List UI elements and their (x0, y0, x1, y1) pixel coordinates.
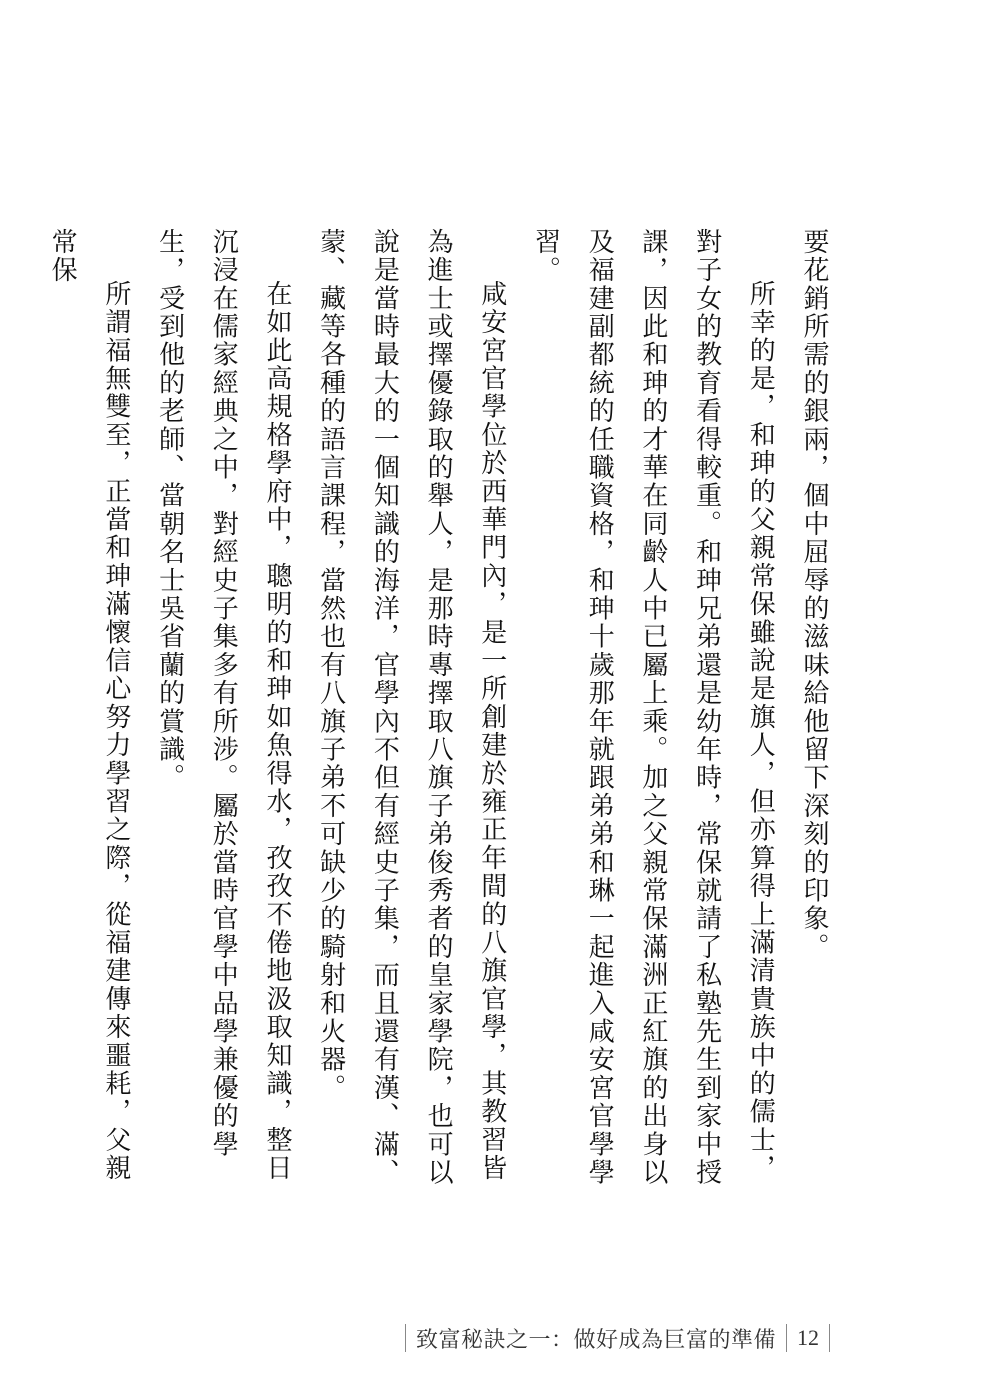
vertical-body-text (34, 228, 840, 1188)
paragraph-4: 在如此高規格學府中，聰明的和珅如魚得水，孜孜不倦地汲取知識，整日沉浸在儒家經典之中，對經史子集多有所涉。屬於當時官學中品學兼優的學生，受到他的老師、當朝名士吳省蘭的賞識。 (154, 228, 292, 1183)
footer-divider-right (829, 1324, 830, 1352)
paragraph-1: 要花銷所需的銀兩，個中屈辱的滋味給他留下深刻的印象。 (799, 228, 829, 962)
paragraph-3: 咸安宮官學位於西華門內，是一所創建於雍正年間的八旗官學，其教習皆為進士或擇優錄取的舉人，是那時專擇取八旗子弟俊秀者的皇家學院，也可以說是當時最大的一個知識的海洋，官學內不但有經史子集，而且還有漢、滿、蒙、藏等各種的語言課程，當然也有八旗子弟不可缺少的騎射和火器。 (315, 228, 507, 1187)
running-chapter-title: 致富秘訣之一：做好成為巨富的準備 (415, 1327, 776, 1353)
footer-divider-left (405, 1324, 406, 1352)
footer-divider-middle (786, 1324, 787, 1352)
paragraph-2: 所幸的是，和珅的父親常保雖說是旗人，但亦算得上滿清貴族中的儒士，對子女的教育看得較重。和珅兄弟還是幼年時，常保就請了私塾先生到家中授課，因此和珅的才華在同齡人中已屬上乘。加之父親常保滿洲正紅旗的出身以及福建副都統的任職資格，和珅十歲那年就跟弟弟和琳一起進入咸安宮官學學習。 (530, 228, 776, 1187)
page-footer (395, 1318, 840, 1358)
page-number: 12 (797, 1325, 819, 1350)
paragraph-5: 所謂福無雙至，正當和珅滿懷信心努力學習之際，從福建傳來噩耗，父親常保 (47, 228, 131, 1183)
